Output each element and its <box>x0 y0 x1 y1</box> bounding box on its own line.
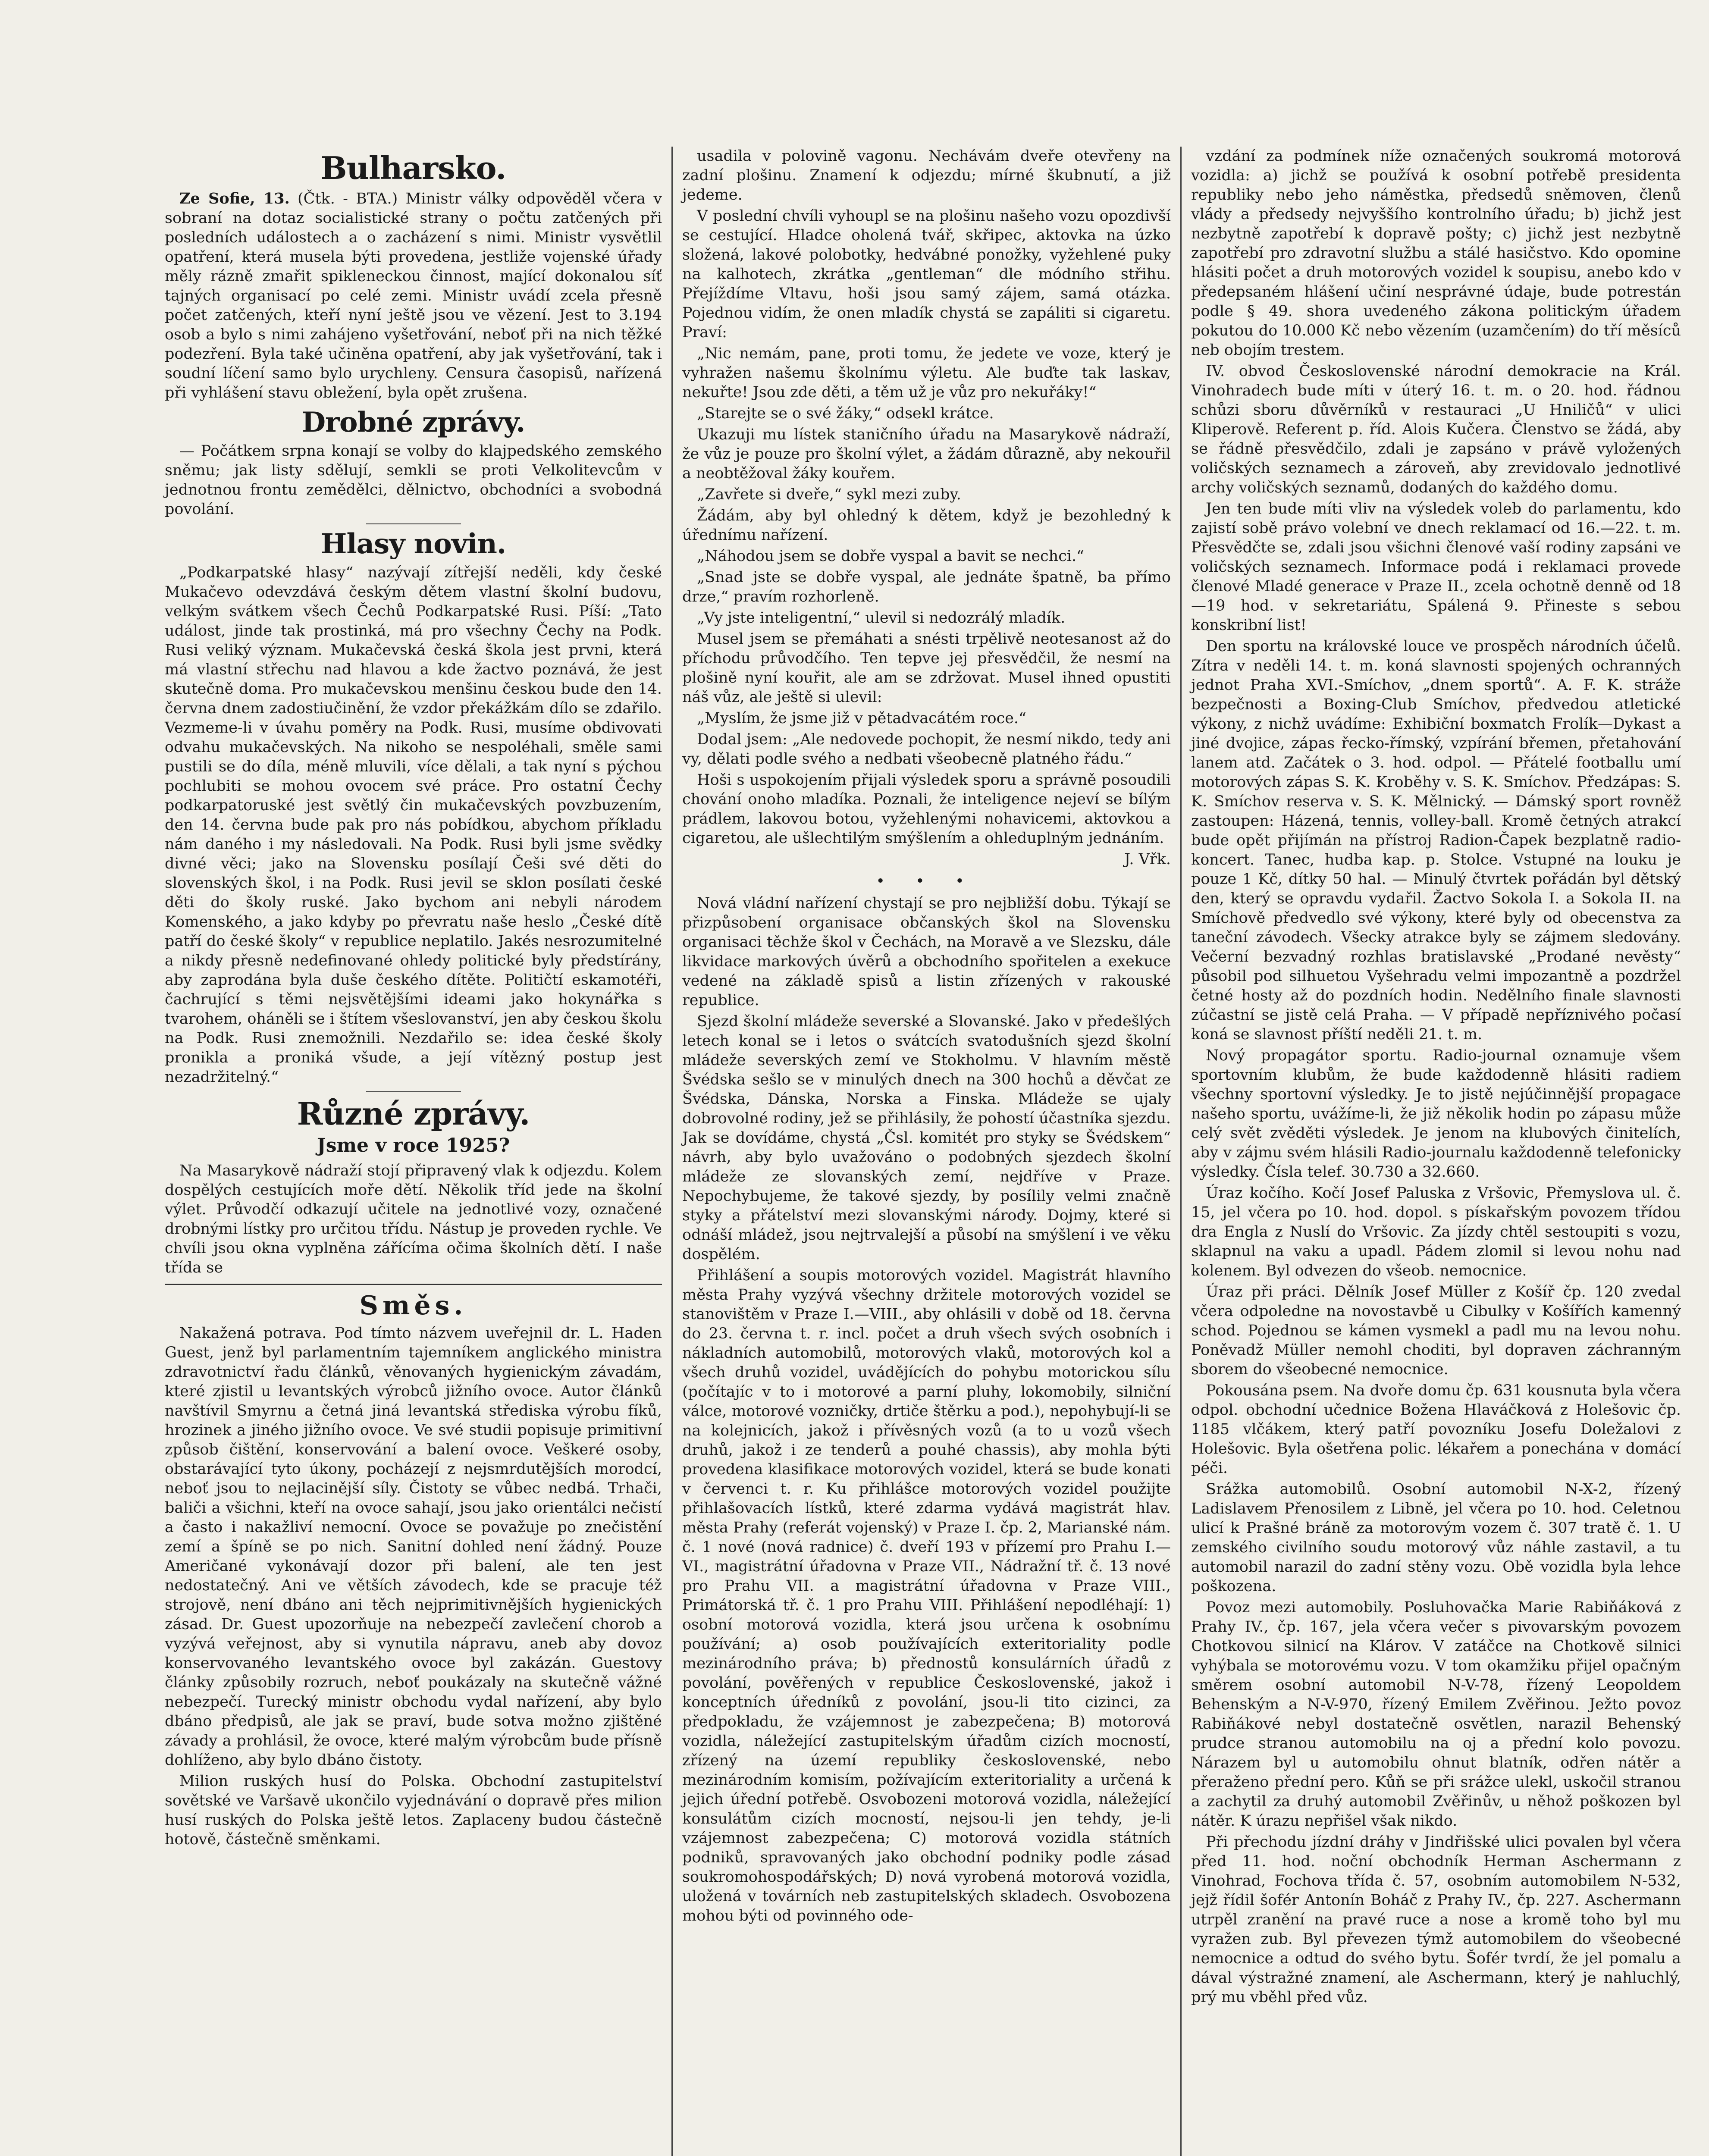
article-srazka-automobilu: Srážka automobilů. Osobní automobil N-X-2, řízený Ladislavem Přenosilem z Libně, jel včera po 10. hod. Celetnou ulicí k Prašné bráně za motorovým vozem č. 307 tratě č. 1. U zemského civilního soudu motorový vůz náhle zastavil, a tu automobil narazil do zadní stěny vozu. Obě vozidla byla lehce poškozena. <box>1191 1481 1681 1595</box>
story-paragraph: V poslední chvíli vyhoupl se na plošinu našeho vozu opozdivší se cestující. Hladce oholená tvář, skřipec, aktovka na úzko složená, lakové polobotky, hedvábné ponožky, vyžehlené puky na kalhotech, zkrátka „gentleman“ dle módního střihu. Přejíždíme Vltavu, hoši jsou samý zájem, samá otázka. Pojednou vidím, že onen mladík chystá se zapáliti si cigaretu. Praví: <box>682 207 1171 341</box>
story-paragraph: Hoši s uspokojením přijali výsledek sporu a správně posoudili chování onoho mladíka. Poznali, že inteligence nejeví se bílým prádlem, lakovou botou, vyžehlenými nohavicemi, aktovkou a cigaretou, ale ušlechtilým smýšlením a ohleduplným jednáním. <box>682 771 1171 847</box>
dateline: Ze Sofie, 13. <box>179 190 290 207</box>
column-3 <box>1182 147 1690 2156</box>
heading-bulharsko: Bulharsko. <box>320 150 506 186</box>
heading-drobne-zpravy: Drobné zprávy. <box>301 406 525 439</box>
article-pokousana-psem: Pokousána psem. Na dvoře domu čp. 631 kousnuta byla včera odpol. obchodní učednice Božena Hlaváčková z Holešovic čp. 1185 vlčákem, který patří povozníku Josefu Doležalovi z Holešovic. Byla ošetřena polic. lékařem a ponechána v domácí péči. <box>1191 1382 1681 1477</box>
story-paragraph: „Nic nemám, pane, proti tomu, že jedete ve voze, který je vyhražen našemu školnímu výletu. Ale buďte tak laskav, nekuřte! Jsou zde děti, a těm už je vůz pro nekuřáky!“ <box>682 345 1171 401</box>
article-vladni-narizeni: Nová vládní nařízení chystají se pro nejbližší dobu. Týkají se přizpůsobení organisace občanských škol na Slovensku organisaci těchže škol v Čechách, na Moravě a ve Slezsku, dále likvidace markových úvěrů a obchodního spořitelen a exekuce vedené na základě spisů a listin zřízených v rakouské republice. <box>682 895 1171 1009</box>
divider <box>366 1091 461 1092</box>
story-paragraph: Dodal jsem: „Ale nedovede pochopit, že nesmí nikdo, tedy ani vy, dělati podle svého a nedbati všeobecně platného řádu.“ <box>682 731 1171 768</box>
divider <box>366 523 461 524</box>
article-den-sportu: Den sportu na královské louce ve prospěch národních účelů. Zítra v neděli 14. t. m. koná slavnosti spojených ochranných jednot Praha XVI.-Smíchov, „dnem sportů“. A. F. K. stráže bezpečnosti a Boxing-Club Smíchov, předvedou atletické výkony, z nichž uvádíme: Exhibiční boxmatch Frolík—Dykast a jiné dvojice, zápas řecko-římský, vzpírání břemen, přetahování lanem atd. Začátek o 3. hod. odpol. — Přátelé footballu umí motorových zápas S. K. Kroběhy v. S. K. Smíchov. Předzápas: S. K. Smíchov reserva v. S. K. Mělnický. — Dámský sport rovněž zastoupen: Házená, tennis, volley-ball. Kromě četných atrakcí bude opět přijímán na přístroj Radion-Čapek bezplatně radio-koncert. Tanec, hudba kap. p. Stolce. Vstupné na louku je pouze 1 Kč, dítky 50 hal. — Minulý čtvrtek pořádán byl dětský den, který se opravdu vydařil. Žactvo Sokola I. a Sokola II. na Smíchově předvedlo své výkony, které byly od obecenstva za taneční závodech. Všecky atrakce byly se zájmem sledovány. Večerní bezvadný rozhlas bratislavské „Prodané nevěsty“ působil pod silhuetou Vyšehradu velmi impozantně a pozdržel četné hosty až do pozdních hodin. Nedělního finale slavnosti zúčastní se jistě celá Praha. — V případě nepříznivého počasí koná se slavnost příští neděli 21. t. m. <box>1191 638 1681 1043</box>
column-2 <box>673 147 1182 2156</box>
article-motorova-vozidla: Přihlášení a soupis motorových vozidel. Magistrát hlavního města Prahy vyzývá všechny držitele motorových vozidel se stanovištěm v Praze I.—VIII., aby ohlásili v době od 18. června do 23. června t. r. incl. počet a druh všech svých osobních i nákladních automobilů, motorových vlaků, motorových kol a všech druhů vozidel, uvádějících do pohybu motorickou sílu (počítajíc v to i motorové a parní pluhy, lokomobily, silniční válce, motorové vozničky, drtiče štěrku a pod.), nepohybují-li se na kolejnicích, jakož i přívěsných vozů (a to u vozů všech druhů, jakož i ze tenderů a pouhé chassis), aby mohla býti provedena klasifikace motorových vozidel, která se bude konati v červenci t. r. Ku přihlášce motorových vozidel použijte přihlašovacích lístků, které zdarma vydává magistrát hlav. města Prahy (referát vojenský) v Praze I. čp. 2, Marianské nám. č. 1 nové (nová radnice) č. dveří 193 v přízemí pro Prahu I.—VI., magistrátní úřadovna v Praze VII., Nádražní tř. č. 13 nové pro Prahu VII. a magistrátní úřadovna v Praze VIII., Primátorská tř. č. 1 pro Prahu VIII. Přihlášení nepodléhají: 1) osobní motorová vozidla, která jsou určena k osobnímu používání; a) osob používajících exteritoriality podle mezinárodního práva; b) přednostů konsulárních úřadů z povolání, pověřených v republice Československé, jakož i konceptních úředníků z povolání, jsou-li tito cizinci, za předpokladu, že vzájemnost je zabezpečena; B) motorová vozidla, náležející zastupitelským úřadům cizích mocností, zřízený na území republiky československé, nebo mezinárodním komisím, požívajícím exteritoriality a určená k jejich úřední potřebě. Osvobozeni motorová vozidla, náležející konsulátům cizích mocností, nejsou-li jen tehdy, je-li vzájemnost zabezpečena; C) motorová vozidla státních podniků, spravovaných jako obchodní podniky podle zásad soukromohospodářských; D) nová vyrobená motorová vozidla, uložená v továrních neb zastupitelských skladech. Osvobozena mohou býti od povinného ode- <box>682 1267 1171 1924</box>
article-sjezd-mladeze: Sjezd školní mládeže severské a Slovanské. Jako v předešlých letech konal se i letos o svátcích svatodušních sjezd školní mládeže severských zemí ve Stokholmu. V hlavním městě Švédska sešlo se v minulých dnech na 300 hochů a děvčat ze Švédska, Dánska, Norska a Finska. Mládeže se ujaly dobrovolné rodiny, jež se přihlásily, že pohostí účastníka sjezdu. Jak se dovídáme, chystá „Čsl. komitét pro styky se Švédskem“ návrh, aby bylo uvažováno o podobných sjezdech školní mládeže ze slovanských zemí, nejdříve v Praze. Nepochybujeme, že takové sjezdy, by posílily velmi značně styky a přátelství mezi slovanskými národy. Dojmy, které si odnáší mládež, jsou nejtrvalejší a působí na smýšlení i ve věku dospělém. <box>682 1013 1171 1263</box>
article-milion-husi: Milion ruských husí do Polska. Obchodní zastupitelství sovětské ve Varšavě ukončilo vyjednávání o dopravě přes milion husí ruských do Polska ještě letos. Zaplaceny budou částečně hotově, částečně směnkami. <box>165 1773 662 1848</box>
newspaper-page <box>155 147 1690 2156</box>
separator-dots: • • • <box>876 873 977 890</box>
article-volby: Jen ten bude míti vliv na výsledek voleb do parlamentu, kdo zajistí sobě právo volební ve dnech reklamací od 16.—22. t. m. Přesvědčte se, zdali jsou všichni členové vaší rodiny zapsáni ve voličských seznamech. Informace podá i reklamaci provede členové Mladé generace v Praze II., zcela ochotně denně od 18—19 hod. v sekretariátu, Spálená 9. Přineste s sebou konskribní list! <box>1191 500 1681 634</box>
heading-ruzne-zpravy: Různé zprávy. <box>297 1095 530 1132</box>
story-paragraph: Ukazuji mu lístek staničního úřadu na Masarykově nádraží, že vůz je pouze pro školní výlet, a žádám důrazně, aby nekouřil a neobtěžoval žáky kouřem. <box>682 426 1171 482</box>
story-paragraph: „Vy jste inteligentní,“ ulevil si nedozrálý mladík. <box>697 609 1066 627</box>
heading-smes: Směs. <box>359 1291 467 1321</box>
article-continued: vzdání za podmínek níže označených soukromá motorová vozidla: a) jichž se používá k osobní potřebě presidenta republiky nebo jeho náměstka, předsedů sněmoven, členů vlády a předsedy nejvyššího kontrolního úřadu; b) jichž jest nezbytně zapotřebí k dopravě pošty; c) jichž jest nezbytně zapotřebí pro zdravotní službu a stálé hasičstvo. Kdo opomine hlásiti počet a druh motorových vozidel k soupisu, anebo kdo v předepsaném hlášení učiní nesprávné údaje, bude potrestán podle § 49. shora uvedeného zákona politickým úřadem pokutou do 10.000 Kč nebo vězením (uzamčením) do tří měsíců neb obojím trestem. <box>1191 147 1681 359</box>
story-paragraph: „Myslím, že jsme již v pětadvacátém roce.“ <box>697 710 1026 727</box>
article-bulharsko: Ze Sofie, 13. (Čtk. - BTA.) Ministr války odpověděl včera v sobraní na dotaz socialistické strany o počtu zatčených při posledních událostech a o zacházení s nimi. Ministr vysvětlil opatření, která musela býti provedena, jestliže vojenské úřady měly rázně zmařit spikleneckou činnost, mající dokonalou síť tajných organisací po celé zemi. Ministr uvádí zcela přesně počet zatčených, kteří nyní ještě jsou ve vězení. Jest to 3.194 osob a bylo s nimi zahájeno vyšetřování, neboť při na nich těžké podezření. Byla také učiněna opatření, aby jak vyšetřování, tak i soudní líčení samo bylo urychleny. Censura časopisů, nařízená při vyhlášení stavu obležení, byla opět zrušena. <box>165 190 662 401</box>
article-narodni-demokracie: IV. obvod Československé národní demokracie na Král. Vinohradech bude míti v úterý 16. t. m. o 20. hod. řádnou schůzi sboru důvěrníků v restauraci „U Hniličů“ v ulici Kliperově. Referent p. říd. Alois Kučera. Členstvo se žádá, aby se řádně přesvědčilo, zdali je zapsáno v právě vyložených voličských seznamech a zároveň, aby zrevidovalo jednotlivé archy voličských seznamů, dodaných do každého domu. <box>1191 363 1681 496</box>
story-paragraph: usadila v polovině vagonu. Nechávám dveře otevřeny na zadní plošinu. Znamení k odjezdu; mírné škubnutí, a již jedeme. <box>682 147 1171 204</box>
column-1 <box>155 147 673 2156</box>
story-paragraph: „Starejte se o své žáky,“ odsekl krátce. <box>697 405 994 422</box>
subheading-jsme-v-roce: Jsme v roce 1925? <box>317 1134 510 1156</box>
divider <box>165 1284 662 1285</box>
article-uraz-kociho: Úraz kočího. Kočí Josef Paluska z Vršovic, Přemyslova ul. č. 15, jel včera po 10. hod. dopol. s pískařským povozem třídou dra Engla z Nuslí do Vršovic. Za jízdy chtěl sestoupiti s vozu, sklapnul na vaku a upadl. Pádem zlomil si levou nohu nad kolenem. Byl odvezen do všeob. nemocnice. <box>1191 1185 1681 1279</box>
article-povoz-mezi-automobily: Povoz mezi automobily. Posluhovačka Marie Rabiňáková z Prahy IV., čp. 167, jela včera večer s pivovarským povozem Chotkovou silnicí na Klárov. V zatáčce na Chotkově silnici vyhýbala se motorovému vozu. V tom okamžiku přijel opačným směrem osobní automobil N-V-78, řízený Leopoldem Behenským a N-V-970, řízený Emilem Zvěřinou. Ježto povoz Rabiňákové nebyl dostatečně osvětlen, narazil Behenský prudce stranou automobilu na oj a přední kolo povozu. Nárazem byl u automobilu ohnut blatník, odřen nátěr a přeraženo přední pero. Kůň se při srážce ulekl, uskočil stranou a zachytil za druhý automobil Zvěřinův, u něhož poškozen byl nátěr. K úrazu nepřišel však nikdo. <box>1191 1599 1681 1830</box>
story-paragraph: „Náhodou jsem se dobře vyspal a bavit se nechci.“ <box>697 548 1085 565</box>
story-paragraph: „Snad jste se dobře vyspal, ale jednáte špatně, ba přímo drze,“ pravím rozhorleně. <box>682 569 1171 605</box>
article-drobne-zpravy: — Počátkem srpna konají se volby do klajpedského zemského sněmu; jak listy sdělují, semkli se proti Velkolitevcům v jednotnou frontu zemědělci, dělnictvo, obchodníci a svobodná povolání. <box>165 442 662 518</box>
columns <box>155 147 1690 2156</box>
article-hlasy-novin: „Podkarpatské hlasy“ nazývají zítřejší neděli, kdy české Mukačevo odevzdává českým dětem vlastní školní budovu, velkým svátkem všech Čechů Podkarpatské Rusi. Píší: „Tato událost, jinde tak prostinká, má pro všechny Čechy na Podk. Rusi veliký význam. Mukačevská česká škola jest prvni, která má vlastní střechu nad hlavou a kde žactvo poznává, že jest skutečně doma. Pro mukačevskou menšinu českou bude den 14. června dnem zadostiučinění, že vzdor překážkám dílo se zdařilo. Vezmeme-li v úvahu poměry na Podk. Rusi, musíme obdivovati odvahu mukačevských. Na nikoho se nespoléhali, směle sami pustili se do díla, méně mluvili, více dělali, a tak nyní s pýchou pochlubiti se mohou ovocem své práce. Pro ostatní Čechy podkarpatoruské jest světlý čin mukačevských povzbuzením, den 14. června bude pak pro nás pobídkou, abychom příkladu nám daného i my následovali. Na Podk. Rusi byli jsme svědky divné věci; jako na Slovensku posílají Češi své děti do slovenských škol, i na Podk. Rusi jevil se sklon posílati české děti do školy ruské. Jako bychom ani nebyli národem Komenského, a jako kdyby po převratu naše heslo „České dítě patří do české školy“ v republice neplatilo. Jakés nesrozumitelné a nikdy přesně nedefinované ohledy politické byly předstírány, aby zaprodána byla duše českého dítěte. Političtí eskamotéři, čachrující s těmi nejsvětějšími ideami jako hokynářka s tvarohem, oháněli se i štítem všeslovanství, jen aby českou školu na Podk. Rusi znemožnili. Nezdařilo se: idea české školy pronikla a proniká všude, a její vítězný postup jest nezadržitelný.“ <box>165 564 662 1086</box>
article-uraz-pri-praci: Úraz při práci. Dělník Josef Müller z Košíř čp. 120 zvedal včera odpoledne na novostavbě u Cibulky v Košířích kamenný schod. Pojednou se kámen vysmekl a padl mu na levou nohu. Poněvadž Müller nemohl choditi, byl dopraven záchranným sborem do všeobecné nemocnice. <box>1191 1283 1681 1378</box>
story-paragraph: „Zavřete si dveře,“ sykl mezi zuby. <box>697 486 961 503</box>
story-paragraph: Žádám, aby byl ohledný k dětem, když je bezohledný k úřednímu nařízení. <box>682 507 1171 544</box>
article-ruzne-zpravy: Na Masarykově nádraží stojí připravený vlak k odjezdu. Kolem dospělých cestujících moře dětí. Několik tříd jede na školní výlet. Průvodčí odkazují učitele na jednotlivé vozy, označené drobnými lístky pro určitou třídu. Nástup je proveden rychle. Ve chvíli jsou okna vyplněna zářícíma očima školních dětí. I naše třída se <box>165 1162 662 1276</box>
article-nakazena-potrava: Nakažená potrava. Pod tímto názvem uveřejnil dr. L. Haden Guest, jenž byl parlamentním tajemníkem anglického ministra zdravotnictví řadu článků, věnovaných hygienickým závadám, které zjistil u levantských výrobců jižního ovoce. Autor článků navštívil Smyrnu a četná jiná levantská střediska výrobu fíků, hrozinek a jiného jižního ovoce. Ve své studii popisuje primitivní způsob čištění, konservování a balení ovoce. Veškeré osoby, obstarávající tyto úkony, pocházejí z nejsmrdutějších morodcí, neboť jsou to nejlacinější síly. Čistoty se vůbec nedbá. Trhači, baliči a všichni, kteří na ovoce sahají, jsou jako orientálci nečistí a často i nakažliví nemocní. Ovoce se považuje po znečistění zemí a špíně se po nich. Sanitní dohled není žádný. Pouze Američané vykonávají dozor při balení, ale ten jest nedostatečný. Ani ve větších závodech, kde se pracuje též strojově, není dbáno ani těch nejprimitivnějších hygienických zásad. Dr. Guest upozorňuje na nebezpečí zavlečení chorob a vyzývá veřejnost, aby si vynutila nápravu, aneb aby dovoz konservovaného levantského ovoce byl zakázán. Guestovy články způsobily rozruch, neboť poukázaly na skutečně vážné nebezpečí. Turecký ministr obchodu vydal nařízení, aby bylo dbáno předpisů, ale jak se praví, bude sotva možno zjištěné závady a prohlásil, že ovoce, které malým výrobcům bude přísně dohlíženo, aby bylo dbáno čistoty. <box>165 1325 662 1769</box>
article-prechod-drahy: Při přechodu jízdní dráhy v Jindřišské ulici povalen byl včera před 11. hod. noční obchodník Herman Aschermann z Vinohrad, Fochova třída č. 57, osobním automobilem N-532, jejž řídil šofér Antonín Boháč z Prahy IV., čp. 227. Aschermann utrpěl zranění na pravé ruce a nose a kromě toho byl mu vyražen zub. Byl převezen týmž automobilem do všeobecné nemocnice a odtud do svého bytu. Šofér tvrdí, že jel pomalu a dával výstražné znamení, ale Aschermann, který je nahluchlý, prý mu vběhl před vůz. <box>1191 1833 1681 2006</box>
heading-hlasy-novin: Hlasy novin. <box>320 528 506 560</box>
author-signature: J. Vřk. <box>1124 851 1171 868</box>
article-propagator-sportu: Nový propagátor sportu. Radio-journal oznamuje všem sportovním klubům, že bude každodenně hlásiti radiem všechny sportovní výsledky. Je to jistě nejúčinnější propagace našeho sportu, uvážíme-li, že již několik hodin po zápasu může celý svět zvěděti výsledek. Je jenom na klubových činitelích, aby v zájmu svém hlásili Radio-journalu každodenně telefonicky výsledky. Čísla telef. 30.730 a 32.660. <box>1191 1047 1681 1181</box>
story-paragraph: Musel jsem se přemáhati a snésti trpělivě neotesanost až do příchodu průvodčího. Ten tepve jej přesvědčil, že nesmí na plošině nyní kouřit, ale am se zdržovat. Musel ihned opustiti náš vůz, ale ještě si ulevil: <box>682 630 1171 706</box>
